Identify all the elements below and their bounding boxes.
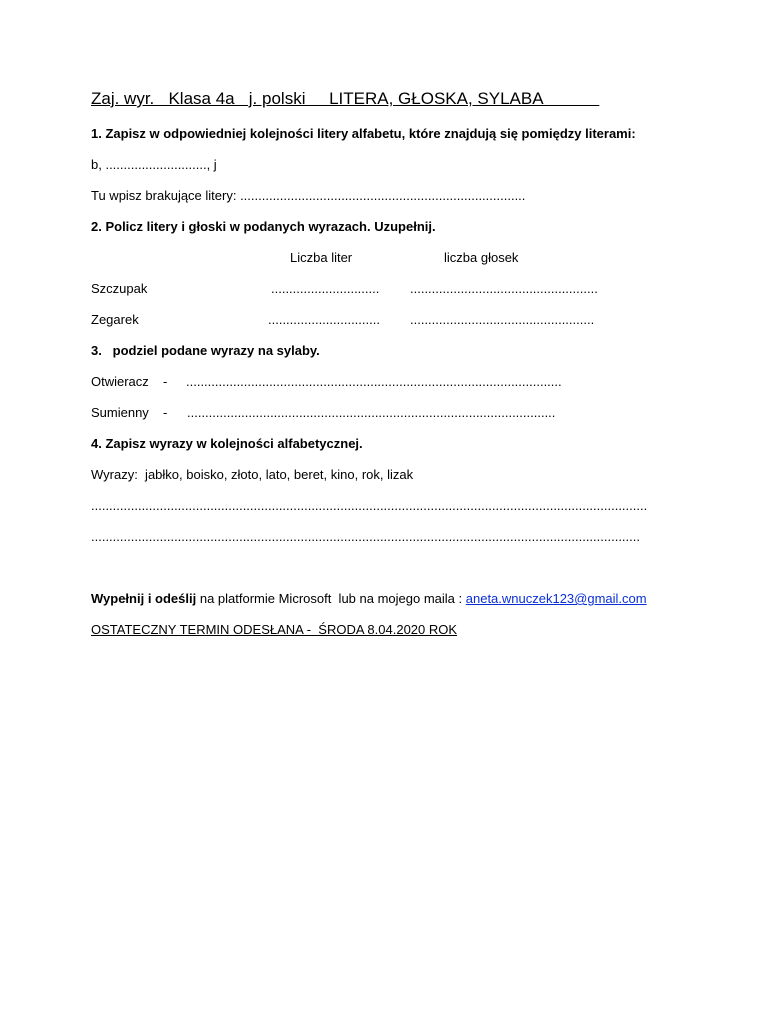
task2-row-letters-blank: .............................. xyxy=(271,281,380,296)
task2-column-sounds: liczba głosek xyxy=(444,250,519,265)
task3-row-word: Sumienny xyxy=(91,405,149,420)
task2-heading: 2. Policz litery i głoski w podanych wyrazach. Uzupełnij. xyxy=(91,219,436,234)
task4-answer-line: ........................................................................................................................................................ xyxy=(91,529,640,544)
deadline-text: OSTATECZNY TERMIN ODESŁANA - ŚRODA 8.04.2020 ROK xyxy=(91,622,458,637)
task1-sequence: b, ............................, j xyxy=(91,157,217,172)
task2-row-letters-blank: ............................... xyxy=(268,312,380,327)
email-link[interactable]: aneta.wnuczek123@gmail.com xyxy=(465,591,647,606)
task3-row-blank: ........................................................................................................ xyxy=(186,374,562,389)
task3-row-word: Otwieracz xyxy=(91,374,149,389)
task3-row-blank: ...................................................................................................... xyxy=(187,405,556,420)
task2-column-letters: Liczba liter xyxy=(290,250,353,265)
task3-row-dash: - xyxy=(163,374,168,389)
task4-heading: 4. Zapisz wyrazy w kolejności alfabetycznej. xyxy=(91,436,363,451)
task4-answer-line: .......................................................................................................................................................... xyxy=(91,498,648,513)
task3-row-dash: - xyxy=(163,405,168,420)
footer-instruction xyxy=(91,591,647,607)
task1-heading: 1. Zapisz w odpowiedniej kolejności litery alfabetu, które znajdują się pomiędzy literami: xyxy=(91,126,636,141)
task2-row-word: Szczupak xyxy=(91,281,148,296)
footer-bold-text: Wypełnij i odeślij xyxy=(91,591,197,606)
task3-heading: 3. podziel podane wyrazy na sylaby. xyxy=(91,343,320,358)
task4-words: Wyrazy: jabłko, boisko, złoto, lato, beret, kino, rok, lizak xyxy=(91,467,414,482)
footer-plain-text: na platformie Microsoft lub na mojego maila : xyxy=(196,591,466,606)
document-title: Zaj. wyr. Klasa 4a j. polski LITERA, GŁOSKA, SYLABA xyxy=(91,89,600,108)
task2-row-sounds-blank: .................................................... xyxy=(410,281,598,296)
task1-answer-line: Tu wpisz brakujące litery: ............................................................................... xyxy=(91,188,526,203)
task2-row-sounds-blank: ................................................... xyxy=(410,312,595,327)
task2-row-word: Zegarek xyxy=(91,312,139,327)
